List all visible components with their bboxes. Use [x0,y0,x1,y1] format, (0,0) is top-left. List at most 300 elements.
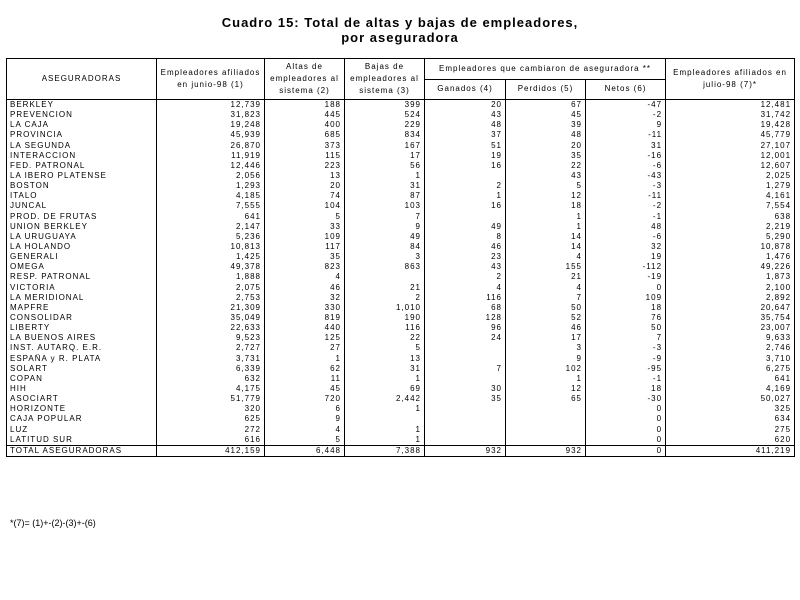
cell-altas: 62 [265,364,345,374]
cell-ganados: 43 [425,262,506,272]
table-row [7,354,795,364]
cell-netos: 18 [586,384,666,394]
title-line-1: Cuadro 15: Total de altas y bajas de empleadores, [221,15,579,30]
cell-perdidos: 52 [506,313,586,323]
cell-altas: 823 [265,262,345,272]
cell-bajas: 1 [345,404,425,414]
cell-altas: 5 [265,212,345,222]
cell-empleadores-junio: 49,378 [157,262,265,272]
cell-empleadores-junio: 4,185 [157,191,265,201]
cell-bajas: 9 [345,222,425,232]
cell-netos: 109 [586,293,666,303]
cell-altas: 223 [265,161,345,171]
cell-altas: 373 [265,141,345,151]
cell-bajas: 2 [345,293,425,303]
cell-bajas: 834 [345,130,425,140]
cell-aseguradora: LA MERIDIONAL [7,293,157,303]
cell-ganados [425,343,506,353]
cell-empleadores-julio: 620 [666,435,795,446]
table-row [7,425,795,435]
cell-altas: 1 [265,354,345,364]
cell-perdidos: 22 [506,161,586,171]
cell-altas: 5 [265,435,345,446]
cell-perdidos: 45 [506,110,586,120]
cell-aseguradora: UNION BERKLEY [7,222,157,232]
cell-altas: 20 [265,181,345,191]
table-row [7,171,795,181]
cell-empleadores-julio: 641 [666,374,795,384]
table-row [7,272,795,282]
cell-netos: -11 [586,191,666,201]
cell-perdidos [506,435,586,446]
cell-altas: 400 [265,120,345,130]
cell-aseguradora: LA SEGUNDA [7,141,157,151]
cell-empleadores-junio: 11,919 [157,151,265,161]
cell-bajas: 7 [345,212,425,222]
header-altas: Altas de empleadores al sistema (2) [265,59,345,100]
cell-bajas: 13 [345,354,425,364]
table-row [7,333,795,343]
cell-empleadores-junio: 2,753 [157,293,265,303]
table-row [7,222,795,232]
cell-aseguradora: PROVINCIA [7,130,157,140]
footnote: *(7)= (1)+-(2)-(3)+-(6) [10,518,96,528]
cell-ganados: 37 [425,130,506,140]
table-row [7,141,795,151]
cell-empleadores-junio: 641 [157,212,265,222]
cell-aseguradora: LA BUENOS AIRES [7,333,157,343]
cell-perdidos: 48 [506,130,586,140]
cell-altas: 46 [265,283,345,293]
cell-ganados: 19 [425,151,506,161]
table-row [7,283,795,293]
cell-ganados: 68 [425,303,506,313]
table-row [7,191,795,201]
cell-empleadores-junio: 5,236 [157,232,265,242]
cell-empleadores-junio: 10,813 [157,242,265,252]
cell-perdidos: 932 [506,445,586,456]
cell-bajas: 3 [345,252,425,262]
cell-empleadores-julio: 50,027 [666,394,795,404]
cell-bajas: 103 [345,201,425,211]
cell-ganados: 20 [425,100,506,111]
cell-aseguradora: LA URUGUAYA [7,232,157,242]
cell-bajas: 17 [345,151,425,161]
cell-perdidos [506,404,586,414]
cell-aseguradora: BOSTON [7,181,157,191]
cell-bajas: 1 [345,374,425,384]
cell-perdidos: 20 [506,141,586,151]
header-cambiaron: Empleadores que cambiaron de aseguradora ** [425,59,666,80]
cell-ganados: 43 [425,110,506,120]
cell-empleadores-julio: 4,169 [666,384,795,394]
cell-empleadores-junio: 2,075 [157,283,265,293]
page-title [0,15,800,45]
cell-aseguradora: PROD. DE FRUTAS [7,212,157,222]
cell-bajas: 31 [345,181,425,191]
table-row [7,130,795,140]
cell-ganados [425,171,506,181]
cell-aseguradora: LA CAJA [7,120,157,130]
cell-empleadores-julio: 4,161 [666,191,795,201]
table-row [7,414,795,424]
cell-aseguradora: HIH [7,384,157,394]
cell-empleadores-julio: 5,290 [666,232,795,242]
cell-perdidos: 4 [506,252,586,262]
cell-ganados: 932 [425,445,506,456]
table-row [7,100,795,111]
cell-empleadores-julio: 49,226 [666,262,795,272]
table-row [7,343,795,353]
cell-empleadores-junio: 2,727 [157,343,265,353]
cell-aseguradora: LIBERTY [7,323,157,333]
cell-empleadores-junio: 3,731 [157,354,265,364]
cell-bajas: 863 [345,262,425,272]
cell-netos: 32 [586,242,666,252]
cell-netos: 76 [586,313,666,323]
cell-netos: 0 [586,404,666,414]
cell-perdidos: 46 [506,323,586,333]
table-row [7,374,795,384]
cell-empleadores-julio: 2,746 [666,343,795,353]
cell-ganados [425,425,506,435]
cell-netos: 0 [586,425,666,435]
cell-perdidos: 12 [506,384,586,394]
cell-perdidos [506,414,586,424]
cell-empleadores-junio: 26,870 [157,141,265,151]
cell-netos: -43 [586,171,666,181]
cell-perdidos: 5 [506,181,586,191]
cell-ganados: 49 [425,222,506,232]
cell-perdidos: 1 [506,222,586,232]
cell-empleadores-julio: 31,742 [666,110,795,120]
cell-ganados: 2 [425,272,506,282]
cell-empleadores-julio: 12,001 [666,151,795,161]
cell-empleadores-julio: 6,275 [666,364,795,374]
cell-netos: -6 [586,232,666,242]
cell-netos: -3 [586,343,666,353]
cell-empleadores-julio: 638 [666,212,795,222]
cell-aseguradora: SOLART [7,364,157,374]
header-empleadores-junio: Empleadores afiliados en junio-98 (1) [157,59,265,100]
cell-netos: -16 [586,151,666,161]
cell-netos: -9 [586,354,666,364]
table-row [7,394,795,404]
cell-perdidos: 7 [506,293,586,303]
cell-empleadores-junio: 272 [157,425,265,435]
cell-bajas: 31 [345,364,425,374]
cell-netos: -6 [586,161,666,171]
cell-perdidos: 17 [506,333,586,343]
cell-empleadores-junio: 616 [157,435,265,446]
cell-bajas: 167 [345,141,425,151]
cell-bajas: 1 [345,171,425,181]
cell-empleadores-junio: 412,159 [157,445,265,456]
cell-bajas: 2,442 [345,394,425,404]
cell-altas: 720 [265,394,345,404]
cell-empleadores-junio: 12,446 [157,161,265,171]
cell-aseguradora: COPAN [7,374,157,384]
cell-netos: -95 [586,364,666,374]
cell-aseguradora: TOTAL ASEGURADORAS [7,445,157,456]
cell-aseguradora: HORIZONTE [7,404,157,414]
cell-bajas: 69 [345,384,425,394]
cell-perdidos: 18 [506,201,586,211]
cell-ganados: 96 [425,323,506,333]
table-row [7,201,795,211]
cell-perdidos: 35 [506,151,586,161]
cell-altas: 109 [265,232,345,242]
table-row [7,384,795,394]
cell-netos: -2 [586,201,666,211]
cell-altas: 27 [265,343,345,353]
cell-altas: 35 [265,252,345,262]
cell-ganados: 16 [425,161,506,171]
cell-ganados [425,414,506,424]
cell-altas: 115 [265,151,345,161]
cell-empleadores-julio: 1,873 [666,272,795,282]
cell-perdidos: 14 [506,232,586,242]
cell-netos: -112 [586,262,666,272]
cell-aseguradora: CAJA POPULAR [7,414,157,424]
cell-empleadores-julio: 2,892 [666,293,795,303]
cell-bajas: 116 [345,323,425,333]
cell-netos: -30 [586,394,666,404]
cell-bajas: 229 [345,120,425,130]
table-row [7,435,795,446]
cell-aseguradora: INTERACCION [7,151,157,161]
cell-altas: 32 [265,293,345,303]
cell-perdidos: 39 [506,120,586,130]
header-empleadores-julio: Empleadores afiliados en julio-98 (7)* [666,59,795,100]
cell-empleadores-junio: 2,147 [157,222,265,232]
cell-altas: 125 [265,333,345,343]
cell-empleadores-julio: 27,107 [666,141,795,151]
table-row [7,313,795,323]
cell-netos: 19 [586,252,666,262]
cell-aseguradora: BERKLEY [7,100,157,111]
cell-perdidos: 50 [506,303,586,313]
cell-perdidos: 155 [506,262,586,272]
cell-perdidos: 1 [506,374,586,384]
table-row [7,252,795,262]
cell-aseguradora: ASOCIART [7,394,157,404]
table-body [7,100,795,457]
cell-perdidos: 65 [506,394,586,404]
table-row [7,262,795,272]
cell-altas: 117 [265,242,345,252]
table-row [7,181,795,191]
cell-ganados: 116 [425,293,506,303]
cell-aseguradora: CONSOLIDAR [7,313,157,323]
cell-bajas: 5 [345,343,425,353]
cell-netos: 0 [586,435,666,446]
cell-bajas: 399 [345,100,425,111]
cell-empleadores-julio: 1,279 [666,181,795,191]
cell-empleadores-junio: 22,633 [157,323,265,333]
cell-empleadores-junio: 31,823 [157,110,265,120]
cell-empleadores-junio: 4,175 [157,384,265,394]
cell-ganados: 46 [425,242,506,252]
cell-empleadores-julio: 19,428 [666,120,795,130]
cell-netos: -3 [586,181,666,191]
cell-perdidos: 3 [506,343,586,353]
cell-ganados: 2 [425,181,506,191]
cell-bajas: 56 [345,161,425,171]
table-row [7,232,795,242]
cell-bajas: 22 [345,333,425,343]
cell-ganados: 7 [425,364,506,374]
cell-empleadores-julio: 1,476 [666,252,795,262]
cell-empleadores-julio: 634 [666,414,795,424]
cell-altas: 33 [265,222,345,232]
cell-altas: 819 [265,313,345,323]
cell-empleadores-julio: 12,607 [666,161,795,171]
cell-ganados: 23 [425,252,506,262]
cell-aseguradora: OMEGA [7,262,157,272]
cell-empleadores-julio: 2,100 [666,283,795,293]
cell-netos: 50 [586,323,666,333]
cell-netos: 7 [586,333,666,343]
cell-netos: -47 [586,100,666,111]
cell-empleadores-junio: 21,309 [157,303,265,313]
cell-empleadores-junio: 1,888 [157,272,265,282]
header-ganados: Ganados (4) [425,79,506,100]
cell-empleadores-junio: 19,248 [157,120,265,130]
cell-altas: 104 [265,201,345,211]
cell-netos: 18 [586,303,666,313]
cell-perdidos: 102 [506,364,586,374]
cell-ganados [425,435,506,446]
cell-bajas: 49 [345,232,425,242]
data-table [6,58,795,457]
cell-bajas: 84 [345,242,425,252]
cell-empleadores-julio: 2,219 [666,222,795,232]
cell-netos: -19 [586,272,666,282]
cell-empleadores-julio: 411,219 [666,445,795,456]
cell-aseguradora: LUZ [7,425,157,435]
cell-aseguradora: LA HOLANDO [7,242,157,252]
cell-aseguradora: LATITUD SUR [7,435,157,446]
cell-bajas [345,272,425,282]
cell-bajas: 7,388 [345,445,425,456]
cell-ganados: 8 [425,232,506,242]
cell-perdidos: 14 [506,242,586,252]
cell-ganados: 4 [425,283,506,293]
cell-empleadores-junio: 6,339 [157,364,265,374]
cell-altas: 4 [265,272,345,282]
cell-empleadores-junio: 45,939 [157,130,265,140]
cell-empleadores-julio: 7,554 [666,201,795,211]
cell-ganados: 35 [425,394,506,404]
cell-empleadores-junio: 320 [157,404,265,414]
cell-empleadores-junio: 1,293 [157,181,265,191]
table-row [7,242,795,252]
cell-aseguradora: ITALO [7,191,157,201]
cell-bajas: 1,010 [345,303,425,313]
cell-altas: 6 [265,404,345,414]
cell-empleadores-junio: 51,779 [157,394,265,404]
cell-netos: -11 [586,130,666,140]
table-row [7,120,795,130]
cell-empleadores-junio: 7,555 [157,201,265,211]
cell-altas: 685 [265,130,345,140]
cell-altas: 445 [265,110,345,120]
table-row [7,161,795,171]
cell-ganados: 48 [425,120,506,130]
cell-netos: 48 [586,222,666,232]
table-row [7,364,795,374]
table-row [7,212,795,222]
cell-ganados: 128 [425,313,506,323]
cell-empleadores-julio: 2,025 [666,171,795,181]
table-row [7,110,795,120]
cell-empleadores-junio: 625 [157,414,265,424]
cell-netos: -2 [586,110,666,120]
header-bajas: Bajas de empleadores al sistema (3) [345,59,425,100]
cell-empleadores-julio: 45,779 [666,130,795,140]
cell-netos: -1 [586,212,666,222]
cell-aseguradora: GENERALI [7,252,157,262]
cell-bajas: 1 [345,425,425,435]
cell-altas: 74 [265,191,345,201]
cell-empleadores-julio: 12,481 [666,100,795,111]
cell-aseguradora: ESPAÑA y R. PLATA [7,354,157,364]
cell-aseguradora: INST. AUTARQ. E.R. [7,343,157,353]
title-line-2: por aseguradora [341,30,459,45]
total-row [7,445,795,456]
table-row [7,404,795,414]
cell-ganados: 1 [425,191,506,201]
cell-netos: 0 [586,283,666,293]
cell-bajas [345,414,425,424]
cell-empleadores-junio: 2,056 [157,171,265,181]
cell-empleadores-junio: 632 [157,374,265,384]
cell-bajas: 190 [345,313,425,323]
cell-bajas: 87 [345,191,425,201]
cell-altas: 440 [265,323,345,333]
cell-altas: 188 [265,100,345,111]
cell-empleadores-junio: 35,049 [157,313,265,323]
cell-aseguradora: PREVENCION [7,110,157,120]
cell-empleadores-junio: 1,425 [157,252,265,262]
cell-bajas: 21 [345,283,425,293]
cell-ganados [425,354,506,364]
cell-perdidos: 1 [506,212,586,222]
cell-perdidos: 21 [506,272,586,282]
cell-empleadores-julio: 3,710 [666,354,795,364]
cell-empleadores-junio: 9,523 [157,333,265,343]
cell-aseguradora: MAPFRE [7,303,157,313]
cell-netos: 31 [586,141,666,151]
cell-netos: 0 [586,414,666,424]
cell-ganados [425,404,506,414]
cell-altas: 4 [265,425,345,435]
cell-altas: 6,448 [265,445,345,456]
cell-netos: -1 [586,374,666,384]
cell-perdidos: 67 [506,100,586,111]
table-row [7,303,795,313]
header-perdidos: Perdidos (5) [506,79,586,100]
cell-ganados: 24 [425,333,506,343]
cell-altas: 45 [265,384,345,394]
cell-altas: 9 [265,414,345,424]
cell-netos: 9 [586,120,666,130]
header-netos: Netos (6) [586,79,666,100]
cell-ganados: 51 [425,141,506,151]
cell-aseguradora: RESP. PATRONAL [7,272,157,282]
cell-altas: 11 [265,374,345,384]
